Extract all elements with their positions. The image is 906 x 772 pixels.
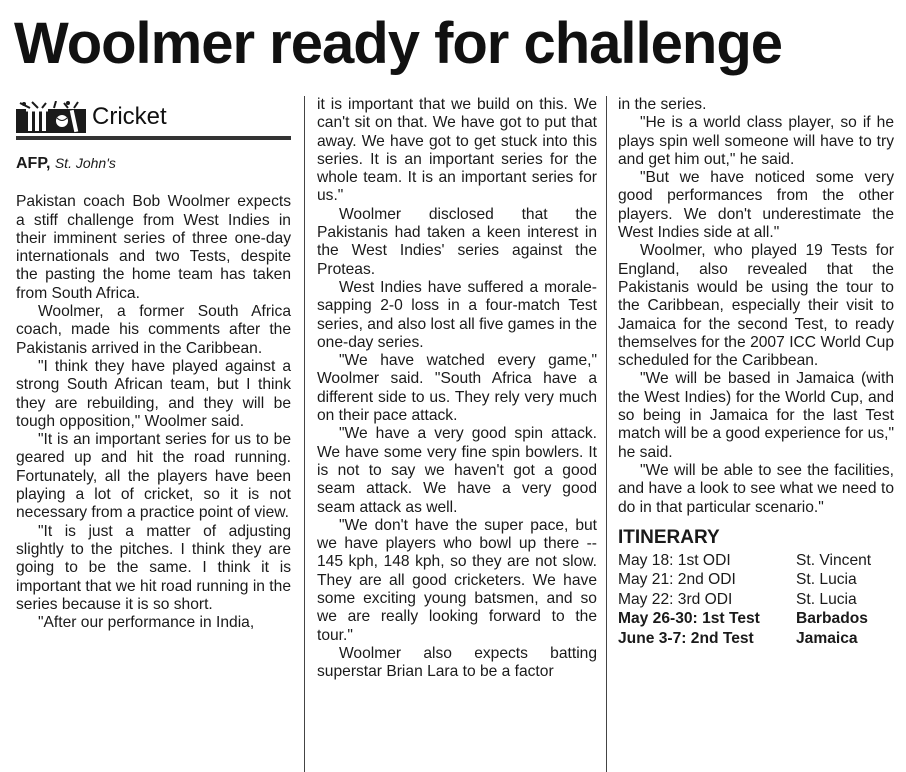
byline-place: St. John's (54, 155, 116, 171)
itinerary-venue: St. Vincent (796, 551, 872, 569)
itinerary-date: June 3-7: 2nd Test (618, 629, 754, 647)
itinerary-row (618, 570, 894, 590)
article-column-3 (618, 96, 894, 772)
paragraph: in the series. (618, 96, 707, 113)
paragraph: West Indies have suffered a morale-sapping 2-0 loss in a four-match Test series, and also lost all five games in the one-day series. (317, 278, 597, 351)
paragraph: "We have watched every game," Woolmer said. "South Africa have a different side to us. They rely very much on their pace attack. (317, 352, 597, 425)
itinerary-date: May 21: 2nd ODI (618, 571, 736, 589)
column-divider (304, 96, 305, 772)
paragraph: "We don't have the super pace, but we have players who bowl up there -- 145 kph, 148 kph, so they are not slow. They are all good cricketers. We have some exciting young batsmen, and so we are really looking forward to the tour." (317, 516, 597, 644)
paragraph: "He is a world class player, so if he plays spin well someone will have to try and get him out," he said. (618, 114, 894, 168)
itinerary-venue: Jamaica (796, 629, 858, 647)
itinerary-row (618, 609, 894, 629)
section-header (16, 98, 291, 136)
paragraph: Woolmer, a former South Africa coach, made his comments after the Pakistanis arrived in the Caribbean. (16, 303, 291, 357)
cricket-icon (16, 101, 88, 133)
paragraph: "But we have noticed some very good performances from the other players. We don't underestimate the West Indies side at all." (618, 169, 894, 242)
paragraph: Woolmer disclosed that the Pakistanis had taken a keen interest in the West Indies' series against the Proteas. (317, 205, 597, 278)
section-rule (16, 136, 291, 140)
itinerary-date: May 22: 3rd ODI (618, 590, 733, 608)
section-label: Cricket (92, 103, 167, 130)
paragraph: "It is just a matter of adjusting slightly to the pitches. I think they are going to be the same. I think it is important that we hit road running in the series because it is so short. (16, 522, 291, 613)
paragraph: Woolmer, who played 19 Tests for England, also revealed that the Pakistanis would be using the tour to the Caribbean, especially their visit to Jamaica for the second Test, to ready themselves for the 2007 ICC World Cup scheduled for the Caribbean. (618, 242, 894, 370)
article-column-2 (317, 96, 597, 772)
column-divider (606, 96, 607, 772)
paragraph: it is important that we build on this. We can't sit on that. We have got to put that away. We have got to get stuck into this series. It is an important series for the whole team. It is an important series for us." (317, 96, 597, 205)
paragraph: "After our performance in India, (38, 614, 255, 632)
paragraph: Woolmer also expects batting superstar Brian Lara to be a factor (317, 644, 597, 681)
paragraph: "We have a very good spin attack. We have some very fine spin bowlers. It is not to say we haven't got a good seam attack. We have a very good seam attack as well. (317, 425, 597, 516)
itinerary-venue: St. Lucia (796, 590, 857, 608)
paragraph: "We will be based in Jamaica (with the West Indies) for the World Cup, and so being in Jamaica for the last Test match will be a good experience for us," he said. (618, 370, 894, 461)
paragraph: Pakistan coach Bob Woolmer expects a stiff challenge from West Indies in their imminent series of three one-day internationals and two Tests, despite the pasting the home team has taken from South Africa. (16, 193, 291, 302)
byline-agency: AFP, (16, 155, 51, 172)
itinerary-title: ITINERARY (618, 526, 720, 548)
itinerary-venue: St. Lucia (796, 571, 857, 589)
itinerary-date: May 26-30: 1st Test (618, 610, 760, 628)
paragraph: "It is an important series for us to be geared up and hit the road running. Fortunately, all the players have been playing a lot of cricket, so it is not necessary from a practice point of view. (16, 431, 291, 522)
itinerary-venue: Barbados (796, 610, 868, 628)
itinerary-box (618, 527, 894, 649)
headline: Woolmer ready for challenge (14, 11, 783, 76)
itinerary-row (618, 629, 894, 649)
article-column-1 (16, 96, 291, 772)
paragraph: "We will be able to see the facilities, and have a look to see what we need to do in that particular scenario." (618, 461, 894, 516)
byline (16, 154, 291, 173)
paragraph: "I think they have played against a strong South African team, but I think they are rebuilding, and they will be tough opposition," Woolmer said. (16, 357, 291, 430)
itinerary-row (618, 551, 894, 571)
itinerary-row (618, 590, 894, 610)
itinerary-date: May 18: 1st ODI (618, 551, 731, 569)
